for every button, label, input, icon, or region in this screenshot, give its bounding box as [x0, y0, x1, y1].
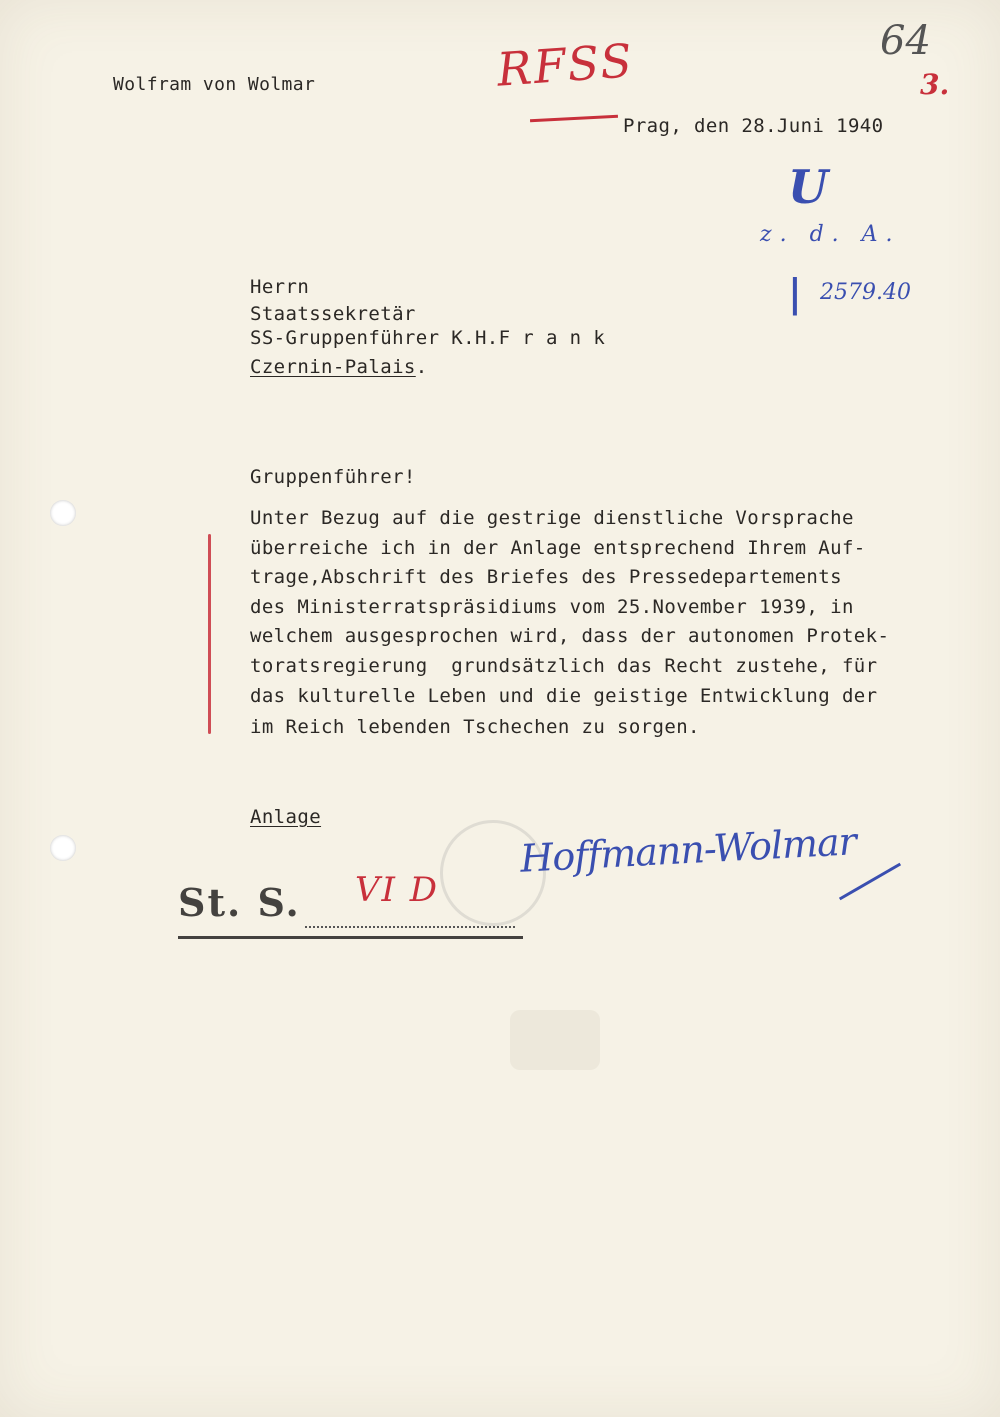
body-line-3: trage,Abschrift des Briefes des Pressedepartements: [250, 566, 842, 588]
stamp-dotted-line: [305, 926, 515, 928]
signature: Hoffmann-Wolmar: [519, 819, 857, 881]
stamp-st-s: St. S.: [178, 880, 301, 925]
signature-tail: [839, 863, 901, 901]
recipient-title: Staatssekretär: [250, 303, 416, 325]
rfss-underline: [530, 115, 618, 123]
recipient-name: SS-Gruppenführer K.H.F r a n k: [250, 327, 606, 349]
body-line-6: toratsregierung grundsätzlich das Recht zustehe, für: [250, 655, 878, 677]
margin-red-line: [208, 534, 211, 734]
sender-name: Wolfram von Wolmar: [113, 74, 316, 95]
reference-number: 2579.40: [820, 280, 911, 305]
body-line-4: des Ministerratspräsidiums vom 25.November 1939, in: [250, 596, 854, 618]
punch-hole-top: [50, 500, 76, 526]
faint-bleed-number: [510, 1010, 600, 1070]
page-mark-red: 3.: [920, 68, 950, 101]
date-line: Prag, den 28.Juni 1940: [623, 115, 884, 137]
body-line-2: überreiche ich in der Anlage entsprechend Ihrem Auf-: [250, 537, 866, 559]
body-line-7: das kulturelle Leben und die geistige Entwicklung der: [250, 685, 878, 707]
recipient-place-text: Czernin-Palais: [250, 356, 416, 378]
zda-mark: z. d. A.: [760, 222, 901, 247]
stamp-underline: [178, 936, 523, 939]
body-line-1: Unter Bezug auf die gestrige dienstliche Vorsprache: [250, 507, 854, 529]
body-line-5: welchem ausgesprochen wird, dass der autonomen Protek-: [250, 625, 890, 647]
page-number: 64: [880, 18, 931, 64]
rfss-mark: RFSS: [495, 33, 636, 97]
body-line-8: im Reich lebenden Tschechen zu sorgen.: [250, 716, 700, 738]
salutation-herrn: Herrn: [250, 276, 310, 298]
greeting: Gruppenführer!: [250, 466, 416, 488]
recipient-place: [250, 356, 428, 378]
punch-hole-bottom: [50, 835, 76, 861]
recipient-place-suffix: .: [415, 356, 428, 378]
reference-mark: |: [788, 270, 802, 315]
stamp-mark-red: VI D: [355, 870, 440, 910]
enclosure-label: Anlage: [250, 806, 322, 828]
initials-mark: U: [788, 160, 829, 214]
